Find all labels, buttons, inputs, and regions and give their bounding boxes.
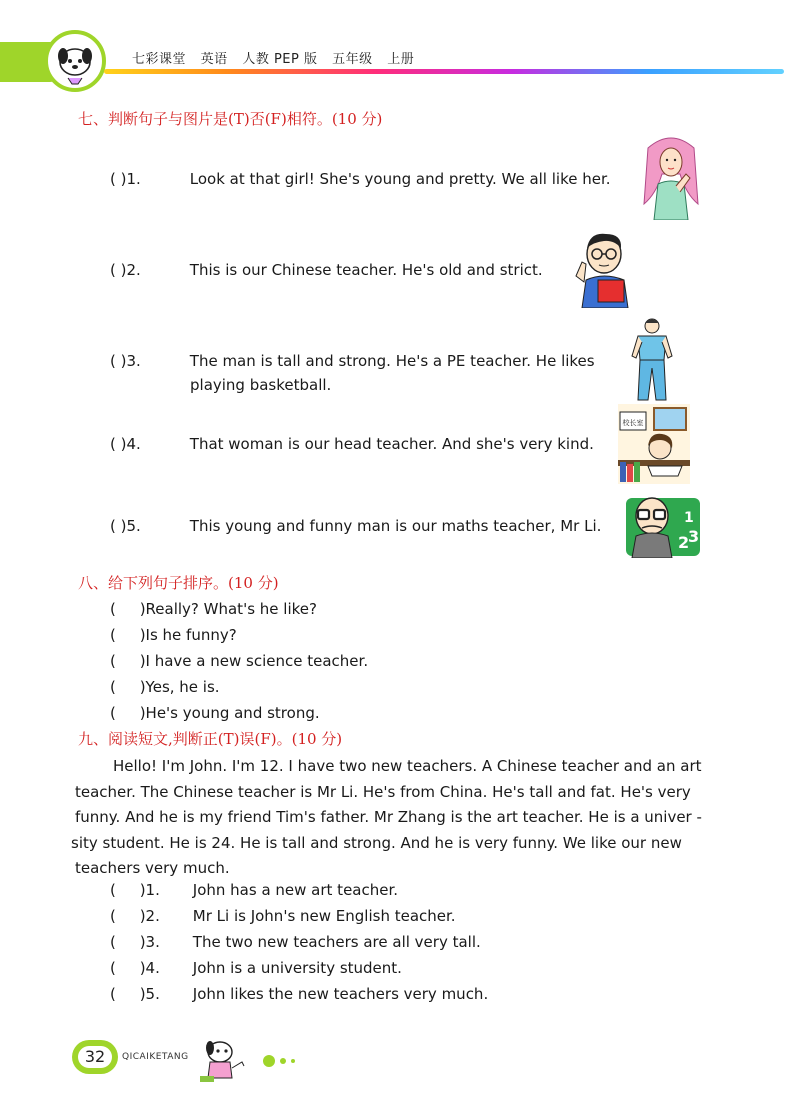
passage-line: funny. And he is my friend Tim's father. Mr Zhang is the art teacher. He is a univer - xyxy=(75,808,702,826)
item-text: Look at that girl! She's young and pretty. We all like her. xyxy=(189,170,611,188)
item-text: John has a new art teacher. xyxy=(192,881,399,899)
section9-item2 xyxy=(110,907,456,925)
section9-item5 xyxy=(110,985,488,1003)
section9-item4 xyxy=(110,959,402,977)
section7-item3-line2: playing basketball. xyxy=(190,376,332,394)
page-header xyxy=(0,0,800,90)
pe-teacher-picture xyxy=(630,316,674,402)
item-text: The two new teachers are all very tall. xyxy=(192,933,481,951)
item-number: ( )4. xyxy=(110,959,160,977)
item-number: ( )2. xyxy=(110,261,141,279)
section7-item5 xyxy=(110,517,601,535)
page-number-badge xyxy=(72,1040,118,1074)
item-number: ( )5. xyxy=(110,985,160,1003)
head-teacher-picture xyxy=(618,404,690,484)
chinese-teacher-picture xyxy=(574,226,638,308)
footer-brand: QICAIKETANG xyxy=(122,1052,189,1062)
item-number: ( )2. xyxy=(110,907,160,925)
office-sign: 校长室 xyxy=(622,419,644,427)
footer-dots xyxy=(262,1053,302,1069)
header-title xyxy=(132,48,424,67)
section8-item1: ( )Really? What's he like? xyxy=(110,600,317,618)
section8-item3: ( )I have a new science teacher. xyxy=(110,652,369,670)
section9-item1 xyxy=(110,881,398,899)
item-number: ( )5. xyxy=(110,517,141,535)
item-number: ( )1. xyxy=(110,170,141,188)
section7-item3 xyxy=(110,352,595,370)
header-rainbow-divider xyxy=(104,69,784,74)
mascot-logo xyxy=(44,30,106,92)
section8-title: 八、给下列句子排序。(10 分) xyxy=(78,574,279,592)
item-text: This is our Chinese teacher. He's old and strict. xyxy=(189,261,543,279)
item-number: ( )4. xyxy=(110,435,141,453)
section8-item5: ( )He's young and strong. xyxy=(110,704,320,722)
section7-item4 xyxy=(110,435,594,453)
passage-line: Hello! I'm John. I'm 12. I have two new teachers. A Chinese teacher and an art xyxy=(113,757,702,775)
header-volume: 上册 xyxy=(387,52,415,67)
section7-item1 xyxy=(110,170,611,188)
header-edition: 人教 PEP 版 xyxy=(242,52,318,67)
item-number: ( )1. xyxy=(110,881,160,899)
page-number: 32 xyxy=(78,1046,112,1068)
section7-title: 七、判断句子与图片是(T)否(F)相符。(10 分) xyxy=(78,110,383,128)
dog-mascot-icon xyxy=(48,34,102,88)
maths-teacher-picture xyxy=(626,494,700,558)
passage-line: teachers very much. xyxy=(75,859,230,877)
item-text: The man is tall and strong. He's a PE teacher. He likes xyxy=(189,352,595,370)
reading-passage xyxy=(71,754,735,882)
board-number-2: 2 xyxy=(678,533,690,552)
item-number: ( )3. xyxy=(110,352,141,370)
passage-line: teacher. The Chinese teacher is Mr Li. He's from China. He's tall and fat. He's very xyxy=(75,782,691,801)
item-text: John likes the new teachers very much. xyxy=(192,985,489,1003)
board-number-3: 3 xyxy=(688,527,700,546)
header-grade: 五年级 xyxy=(332,52,373,67)
item-text: Mr Li is John's new English teacher. xyxy=(192,907,456,925)
item-text: John is a university student. xyxy=(192,959,402,977)
passage-line: sity student. He is 24. He is tall and strong. And he is very funny. We like our new xyxy=(71,833,682,852)
footer-dog-mascot-icon xyxy=(196,1032,248,1084)
section8-item2: ( )Is he funny? xyxy=(110,626,237,644)
section8-item4: ( )Yes, he is. xyxy=(110,678,220,696)
section9-title: 九、阅读短文,判断正(T)误(F)。(10 分) xyxy=(78,730,343,748)
item-number: ( )3. xyxy=(110,933,160,951)
item-text: That woman is our head teacher. And she's very kind. xyxy=(189,435,594,453)
item-text: This young and funny man is our maths teacher, Mr Li. xyxy=(189,517,602,535)
header-series: 七彩课堂 xyxy=(132,52,187,67)
board-number-1: 1 xyxy=(684,510,694,526)
header-subject: 英语 xyxy=(200,52,228,67)
girl-picture xyxy=(640,134,702,220)
section9-item3 xyxy=(110,933,481,951)
section7-item2 xyxy=(110,261,543,279)
